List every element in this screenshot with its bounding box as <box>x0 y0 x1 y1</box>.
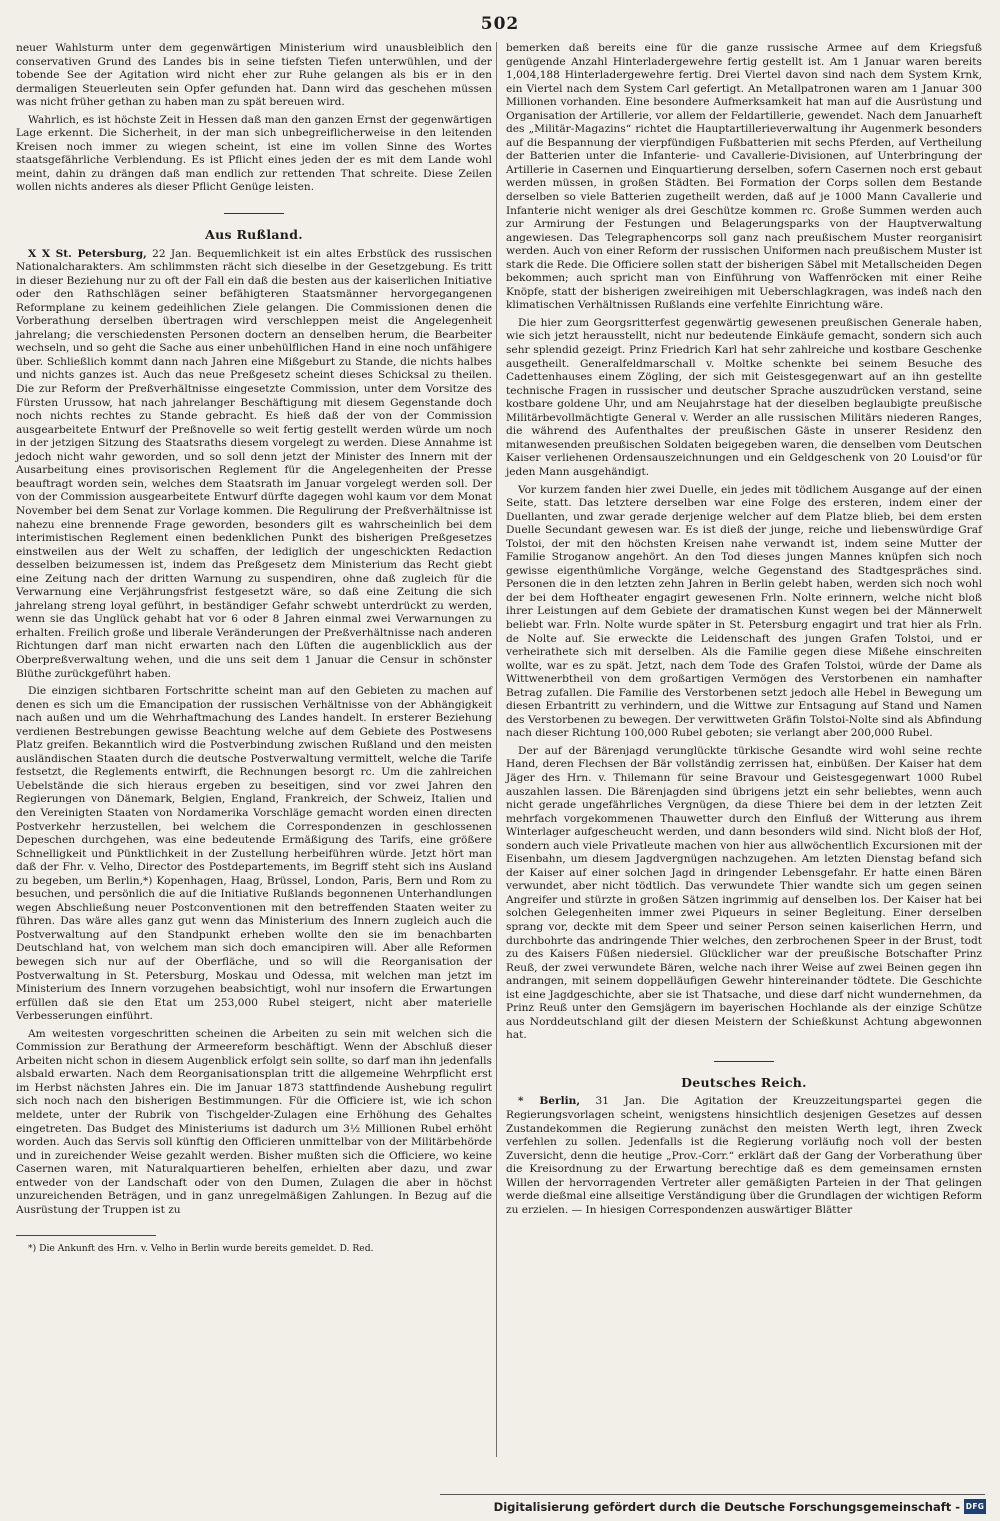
page-number: 502 <box>480 14 520 34</box>
dfg-logo: DFG <box>964 1499 986 1514</box>
dateline: * Berlin, <box>518 1095 581 1108</box>
intro-paragraph: neuer Wahlsturm unter dem gegenwärtigen Ministerium wird unausbleiblich den conservativen Grund des Landes bis in seine tiefsten Tiefen unterwühlen, und der tobende See der Agitation wird nicht eher zur Ruhe gelangen als bis er in den dermaligen Steuerleuten sein Opfer gefunden hat. Dann wird das geschehen müssen was nicht früher gethan zu haben man zu spät bereuen wird. <box>16 42 492 109</box>
footer <box>0 1490 1000 1521</box>
article-paragraph: Vor kurzem fanden hier zwei Duelle, ein jedes mit tödlichem Ausgange auf der einen Seite, statt. Das letztere derselben war eine Folge des ersteren, indem einer der Duellanten, und zwar gerade derjenige welcher auf dem Platze blieb, bei dem ersten Duelle Secundant gewesen war. Es ist dieß der junge, reiche und liebenswürdige Graf Tolstoi, der mit den höchsten Kreisen nahe verwandt ist, indem seine Mutter der Familie Stroganow angehört. An den Tod dieses jungen Mannes knüpfen sich noch gewisse eigenthümliche Vorgänge, welche Gegenstand des Stadtgespräches sind. Personen die in den letzten zehn Jahren in Berlin gelebt haben, werden sich noch wohl der bei dem Hoftheater engagirt gewesenen Frln. Nolte erinnern, welche nicht bloß ihrer Leistungen auf dem Gebiete der dramatischen Kunst wegen bei der Männerwelt beliebt war. Frln. Nolte wurde später in St. Petersburg engagirt und trat hier als Frln. de Nolte auf. Sie erweckte die Leidenschaft des jungen Grafen Tolstoi, und er verheirathete sich mit derselben. Als die Familie gegen diese Mißehe einschreiten wollte, war es zu spät. Jetzt, nach dem Tode des Grafen Tolstoi, würde der Dame als Wittwenerbtheil von dem großartigen Vermögen des Verstorbenen ein namhafter Betrag zufallen. Die Familie des Verstorbenen setzt jedoch alle Hebel in Bewegung um diesen Erbantritt zu verhindern, und die Wittwe zur Entsagung auf Stand und Namen des Verstorbenen zu bewegen. Der verwittweten Gräfin Tolstoi-Nolte sind als Abfindung nach dieser Richtung 100,000 Rubel geboten; sie verlangt aber 200,000 Rubel. <box>506 483 982 740</box>
section-divider <box>714 1061 774 1062</box>
article-paragraph: Der auf der Bärenjagd verunglückte türkische Gesandte wird wohl seine rechte Hand, deren Flechsen der Bär vollständig zerrissen hat, einbüßen. Der Kaiser hat dem Jäger des Hrn. v. Thilemann für seine Bravour und Geistesgegenwart 1000 Rubel auszahlen lassen. Die Bärenjagden sind übrigens jetzt ein sehr beliebtes, wenn auch nicht gerade ungefährliches Vergnügen, da diese Thiere bei dem in der letzten Zeit mehrfach vorgekommenen Thauwetter durch den Einfluß der Witterung aus ihrem Winterlager aufgescheucht werden, und dann besonders wild sind. Nicht bloß der Hof, sondern auch viele Privatleute machen von hier aus allwöchentlich Excursionen mit der Eisenbahn, um diesem Jagdvergnügen nachzugehen. Am letzten Dienstag befand sich der Kaiser auf einer solchen Jagd in dringender Lebensgefahr. Er hatte einen Bären verwundet, aber nicht tödtlich. Das verwundete Thier wandte sich um gegen seinen Angreifer und stürzte in großen Sätzen ingrimmig auf denselben los. Der Kaiser hat bei solchen Gelegenheiten immer zwei Piqueurs in seiner Begleitung. Einer derselben sprang vor, deckte mit dem Speer und seiner Person seinen kaiserlichen Herrn, und durchbohrte das andringende Thier welches, den zerbrochenen Speer in der Brust, todt zu des Kaisers Füßen niedersiel. Glücklicher war der preußische Botschafter Prinz Reuß, der zwei verwundete Bären, welche nach ihrer Weise auf zwei Beinen gegen ihn andrangen, mit seinem doppelläufigen Gewehr hintereinander tödtete. Die Geschichte ist eine Jagdgeschichte, aber sie ist Thatsache, und diese darf nicht wundernehmen, da Prinz Reuß unter den Gemsjägern im bayerischen Hochlande als der einzige Schütze aus Norddeutschland gilt der diesen Meistern der Schießkunst Achtung abgewonnen hat. <box>506 744 982 1042</box>
article-paragraph: Die einzigen sichtbaren Fortschritte scheint man auf den Gebieten zu machen auf denen es sich um die Emancipation der russischen Verhältnisse von der Abhängigkeit nach außen und um die Wehrhaftmachung des Landes handelt. In ersterer Beziehung verdienen Bestrebungen gewisse Beachtung welche auf dem Gebiete des Postwesens Platz greifen. Bekanntlich wird die Postverbindung zwischen Rußland und den meisten ausländischen Staaten durch die deutsche Postverwaltung vermittelt, welche die Tarife festsetzt, die Reglements entwirft, die Rechnungen besorgt rc. Um die zahlreichen Uebelstände die sich hieraus ergeben zu beseitigen, sind vor zwei Jahren den Regierungen von Dänemark, Belgien, England, Frankreich, der Schweiz, Italien und den Vereinigten Staaten von Nordamerika Vorschläge gemacht worden einen directen Postverkehr herzustellen, bei welchem die Correspondenzen in geschlossenen Depeschen durchgehen, was eine bedeutende Ermäßigung des Tarifs, eine größere Schnelligkeit und Pünktlichkeit in der Zustellung herbeiführen würde. Jetzt hört man daß der Fhr. v. Velho, Director des Postdepartements, im Begriff steht sich ins Ausland zu begeben, um Berlin,*) Kopenhagen, Haag, Brüssel, London, Paris, Bern und Rom zu besuchen, und persönlich die auf die Initiative Rußlands begonnenen Unterhandlungen wegen Abschließung neuer Postconventionen mit den betreffenden Staaten weiter zu führen. Das wäre alles ganz gut wenn das Ministerium des Innern zugleich auch die Postverwaltung auf den Standpunkt erheben wollte den sie im benachbarten Deutschland hat, von welchem man sich doch emancipiren will. Aber alle Reformen bewegen sich nur auf der Oberfläche, und so will die Reorganisation der Postverwaltung in St. Petersburg, Moskau und Odessa, mit welchen man jetzt im Ministerium des Innern vorzugehen beabsichtigt, wohl nur insofern die Erwartungen erfüllen daß sie den Etat um 253,000 Rubel steigert, nicht aber materielle Verbesserungen einführt. <box>16 685 492 1023</box>
dateline-date: 31 Jan. <box>580 1095 646 1108</box>
article-paragraph: Am weitesten vorgeschritten scheinen die Arbeiten zu sein mit welchen sich die Commission zur Berathung der Armeereform beschäftigt. Wenn der Abschluß dieser Arbeiten nicht schon in diesem Augenblick erfolgt sein sollte, so darf man ihn jedenfalls alsbald erwarten. Nach dem Reorganisationsplan tritt die allgemeine Wehrpflicht erst im Herbst nächsten Jahres ein. Die im Januar 1873 stattfindende Aushebung regulirt sich noch nach den bisherigen Bestimmungen. Für die Officiere ist, wie ich schon meldete, unter der Rubrik von Tischgelder-Zulagen eine Erhöhung des Gehaltes eingetreten. Das Budget des Ministeriums ist dadurch um 3½ Millionen Rubel erhöht worden. Auch das Servis soll künftig den Officieren unmittelbar von der Militärbehörde und in zureichender Weise gezahlt werden. Bisher mußten sich die Officiere, wo keine Casernen waren, mit Naturalquartieren behelfen, erhielten aber dazu, und zwar entweder von der Landschaft oder von den Dumen, Zulagen die aber in höchst unzureichenden Beträgen, und in ganz unregelmäßigen Zahlungen. In Bezug auf die Ausrüstung der Truppen ist zu <box>16 1027 492 1216</box>
footer-divider <box>440 1494 985 1495</box>
footer-credit: Digitalisierung gefördert durch die Deutsche Forschungsgemeinschaft - <box>493 1500 960 1514</box>
section-heading-russland: Aus Rußland. <box>205 227 303 243</box>
article-paragraph <box>506 1095 982 1217</box>
dateline-date: 22 Jan. <box>146 247 192 260</box>
right-column <box>506 42 982 1221</box>
article-text: Die Agitation der Kreuzzeitungspartei gegen die Regierungsvorlagen scheint, wenigstens hinsichtlich desjenigen Gesetzes auf dessen Zustandekommen die Regierung zunächst den meisten Werth legt, ihren Zweck verfehlen zu sollen. Jedenfalls ist die Regierung vorläufig noch voll der besten Zuversicht, denn die heutige „Prov.-Corr.“ erklärt daß der Gang der Vorberathung über die Kreisordnung zu der Erwartung berechtige daß es dem gemeinsamen ernsten Willen der hervorragenden Vertreter aller gemäßigten Parteien in der That gelingen werde dießmal eine allseitige Verständigung über die Grundlagen der wichtigen Reform zu erzielen. — In hiesigen Correspondenzen auswärtiger Blätter <box>506 1095 982 1216</box>
section-heading-deutsches-reich: Deutsches Reich. <box>681 1074 807 1090</box>
section-divider <box>224 213 284 214</box>
intro-paragraph: Wahrlich, es ist höchste Zeit in Hessen daß man den ganzen Ernst der gegenwärtigen Lage erkennt. Die Sicherheit, in der man sich unbegreiflicherweise in den leitenden Kreisen noch immer zu wiegen scheint, ist eine im vollen Sinne des Wortes staatsgefährliche Verblendung. Es ist Pflicht eines jeden der es mit dem Lande wohl meint, dahin zu drängen daß man endlich zur rettenden That schreite. Diese Zeilen wollen nichts anderes als dieser Pflicht Genüge leisten. <box>16 113 492 194</box>
article-paragraph <box>16 248 492 682</box>
column-rule <box>496 42 497 1457</box>
article-paragraph: Die hier zum Georgsritterfest gegenwärtig gewesenen preußischen Generale haben, wie sich jetzt herausstellt, nicht nur bedeutende Einkäufe gemacht, sondern sich auch sehr splendid gezeigt. Prinz Friedrich Karl hat sehr zahlreiche und kostbare Geschenke ausgetheilt. Generalfeldmarschall v. Moltke schenkte bei seinem Besuche des Cadettenhauses einem Zögling, der sich mit Geistesgegenwart auf an ihn gestellte technische Fragen in russischer und deutscher Sprache auszudrücken verstand, seine kostbare goldene Uhr, und am Neujahrstage hat der dieselben beglaubigte preußische Militärbevollmächtigte General v. Werder an alle russischen Militärs niederen Ranges, die während des Aufenthaltes der preußischen Gäste in unserer Residenz den mitanwesenden preußischen Soldaten beigegeben waren, die denselben vom Deutschen Kaiser verliehenen Ordensauszeichnungen und ein Geldgeschenk von 20 Louisd'or für jeden Mann ausgehändigt. <box>506 316 982 478</box>
article-text: Bequemlichkeit ist ein altes Erbstück des russischen Nationalcharakters. Am schlimmsten rächt sich dieselbe in der Gesetzgebung. Es tritt in dieser Beziehung nur zu oft der Fall ein daß die besten aus der kaiserlichen Initiative oder den Rathschlägen seiner befähigteren Staatsmänner hervorgegangenen Reformplane zu keinem gedeihlichen Ziele gelangen. Die Commissionen denen die Vorberathung derselben übertragen wird verschleppen meist die Angelegenheit jahrelang; die verschiedensten Personen doctern an denselben herum, die Bearbeiter wechseln, und so geht die Sache aus einer unbehülflichen Hand in eine noch unfähigere über. Schließlich kommt dann nach Jahren eine Mißgeburt zu Stande, die nichts halbes und nichts ganzes ist. Auch das neue Preßgesetz scheint dieses Schicksal zu theilen. Die zur Reform der Preßverhältnisse eingesetzte Commission, unter dem Vorsitze des Fürsten Urussow, hat nach jahrelanger Beschäftigung mit diesem Gegenstande doch noch nichts rechtes zu Stande gebracht. Es hieß daß der von der Commission ausgearbeitete Entwurf der Preßnovelle so weit fertig gestellt werden würde um noch in der jetzigen Sitzung des Staatsraths diesem vorgelegt zu werden. Diese Annahme ist jedoch nicht wahr geworden, und so soll denn jetzt der Minister des Innern mit der Ausarbeitung eines provisorischen Reglement für die Angelegenheiten der Presse beauftragt worden sein, welches dem Staatsrath im Januar vorgelegt werden soll. Der von der Commission ausgearbeitete Entwurf dürfte dagegen wohl kaum vor dem Monat November bei dem Senat zur Vorlage kommen. Die Regulirung der Preßverhältnisse ist nahezu eine brennende Frage geworden, besonders gilt es wahrscheinlich bei dem interimistischen Reglement einen bedenklichen Punkt des bisherigen Preßgesetzes einstweilen aus der Welt zu schaffen, der lediglich der ungeschickten Redaction desselben beizumessen ist, indem das Preßgesetz dem Ministerium das Recht giebt eine Zeitung nach der dritten Warnung zu suspendiren, ohne daß zugleich für die Verwarnung eine Verjährungsfrist festgesetzt wäre, so daß eine Zeitung die sich jahrelang streng loyal geführt, in beständiger Gefahr schwebt unterdrückt zu werden, wenn sie das Unglück gehabt hat vor 6 oder 8 Jahren einmal zwei Verwarnungen zu erhalten. Freilich große und liberale Veränderungen der Preßverhältnisse nach anderen Richtungen darf man nicht erwarten nach den Lüften die augenblicklich aus der Oberpreßverwaltung wehen, und die uns seit dem 1 Januar die Censur in schönster Blüthe zurückgeführt haben. <box>16 247 492 680</box>
dateline: X X St. Petersburg, <box>28 247 147 260</box>
article-paragraph: bemerken daß bereits eine für die ganze russische Armee auf dem Kriegsfuß genügende Anzahl Hinterladergewehre fertig gestellt ist. Am 1 Januar waren bereits 1,004,188 Hinterladergewehre fertig. Drei Viertel davon sind nach dem System Krnk, ein Viertel nach dem System Carl gefertigt. An Metallpatronen waren am 1 Januar 300 Millionen vorhanden. Eine besondere Aufmerksamkeit hat man auf die Ausrüstung und Organisation der Artillerie, vor allem der Feldartillerie, gewendet. Nach dem Januarheft des „Militär-Magazins“ richtet die Hauptartillerieverwaltung ihr Augenmerk besonders auf die Bespannung der vierpfündigen Fußbatterien mit sechs Pferden, auf Vertheilung der Batterien unter die Infanterie- und Cavallerie-Divisionen, auf Unterbringung der Artillerie in Casernen und Einquartierung derselben, sofern Casernen noch erst gebaut werden müssen, in großen Städten. Bei Formation der Corps sollen dem Bestande derselben so viele Batterien zugetheilt werden, daß auf je 1000 Mann Cavallerie und Infanterie nicht weniger als drei Geschütze kommen rc. Große Summen werden auch zur Armirung der Festungen und Belagerungsparks von der Hauptverwaltung angewiesen. Das Telegraphencorps soll ganz nach preußischem Muster reorganisirt werden. Auch von einer Reform der russischen Uniformen nach preußischem Muster ist stark die Rede. Die Officiere sollen statt der bisherigen Säbel mit Metallscheiden Degen bekommen; auch spricht man von Einführung von Waffenröcken mit einer Reihe Knöpfe, statt der bisherigen zweireihigen mit Ueberschlagkragen, was indeß nach den klimatischen Verhältnissen Rußlands eine verfehlte Einrichtung wäre. <box>506 42 982 312</box>
footnote-divider <box>16 1235 156 1236</box>
left-column <box>16 42 492 1260</box>
footnote: *) Die Ankunft des Hrn. v. Velho in Berlin wurde bereits gemeldet. D. Red. <box>28 1243 374 1255</box>
